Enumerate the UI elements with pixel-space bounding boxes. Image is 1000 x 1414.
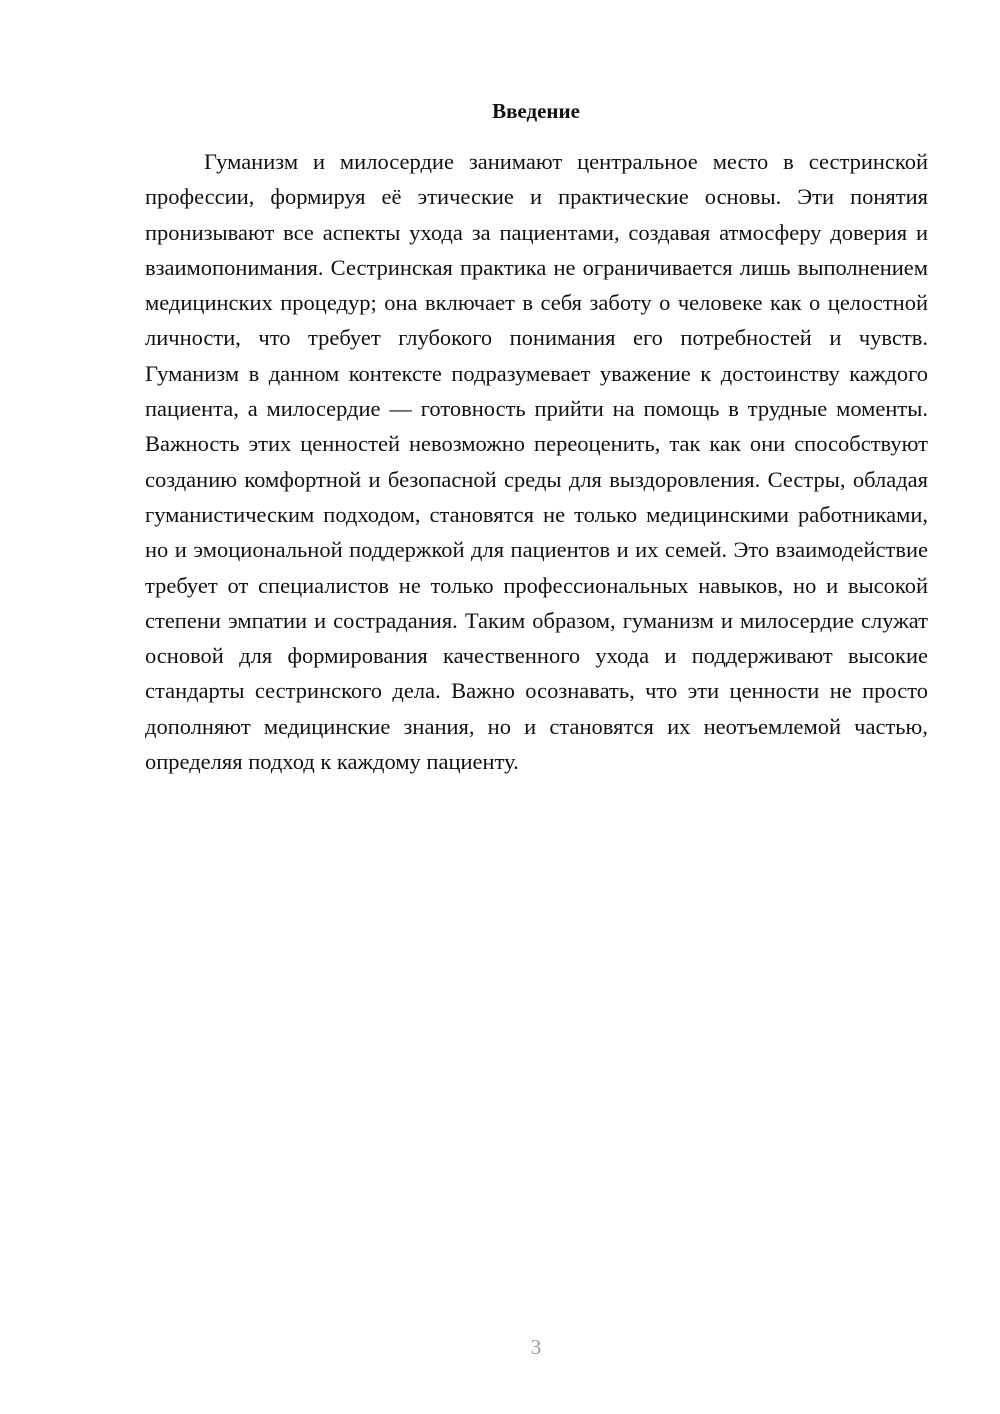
page-number: 3	[530, 1335, 542, 1359]
section-title: Введение	[492, 99, 580, 123]
body-paragraph: Гуманизм и милосердие занимают центральное место в сестринской профессии, формируя её этические и практические основы. Эти понятия пронизывают все аспекты ухода за пациентами, создавая атмосферу доверия и взаимопонимания. Сестринская практика не ограничивается лишь выполнением медицинских процедур; она включает в себя заботу о человеке как о целостной личности, что требует глубокого понимания его потребностей и чувств. Гуманизм в данном контексте подразумевает уважение к достоинству каждого пациента, а милосердие — готовность прийти на помощь в трудные моменты. Важность этих ценностей невозможно переоценить, так как они способствуют созданию комфортной и безопасной среды для выздоровления. Сестры, обладая гуманистическим подходом, становятся не только медицинскими работниками, но и эмоциональной поддержкой для пациентов и их семей. Это взаимодействие требует от специалистов не только профессиональных навыков, но и высокой степени эмпатии и сострадания. Таким образом, гуманизм и милосердие служат основой для формирования качественного ухода и поддерживают высокие стандарты сестринского дела. Важно осознавать, что эти ценности не просто дополняют медицинские знания, но и становятся их неотъемлемой частью, определяя подход к каждому пациенту.	[145, 149, 928, 775]
